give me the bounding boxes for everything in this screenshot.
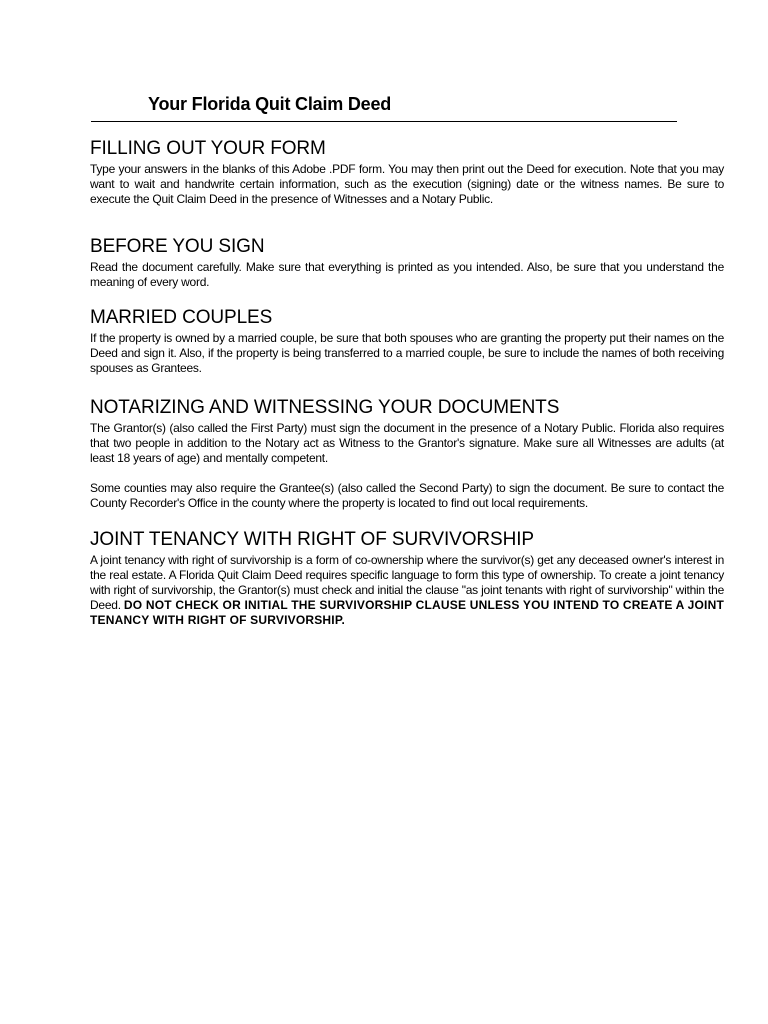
survivorship-warning: DO NOT CHECK OR INITIAL THE SURVIVORSHIP CLAUSE UNLESS YOU INTEND TO CREATE A JOINT TENANCY WITH RIGHT OF SURVIVORSHIP.	[90, 598, 724, 627]
section-body-secondary: Some counties may also require the Grantee(s) (also called the Second Party) to sign the document. Be sure to contact the County Recorder's Office in the county where the property is located to find out local requirements.	[90, 481, 724, 510]
document-title: Your Florida Quit Claim Deed	[148, 94, 392, 114]
section-heading: BEFORE YOU SIGN	[90, 236, 265, 257]
section-heading: NOTARIZING AND WITNESSING YOUR DOCUMENTS	[90, 397, 560, 418]
section-body: Type your answers in the blanks of this Adobe .PDF form. You may then print out the Deed for execution. Note that you may want to wait and handwrite certain information, such as the execution (signing) date or the witness names. Be sure to execute the Quit Claim Deed in the presence of Witnesses and a Notary Public.	[90, 162, 724, 206]
section-body: If the property is owned by a married couple, be sure that both spouses who are granting the property put their names on the Deed and sign it. Also, if the property is being transferred to a married couple, be sure to include the names of both receiving spouses as Grantees.	[90, 331, 724, 375]
section-before-you-sign	[90, 236, 724, 290]
section-body	[90, 553, 724, 628]
section-body: The Grantor(s) (also called the First Party) must sign the document in the presence of a Notary Public. Florida also requires that two people in addition to the Notary act as Witness to the Grantor's signature. Make sure all Witnesses are adults (at least 18 years of age) and mentally competent.	[90, 421, 724, 465]
section-heading: JOINT TENANCY WITH RIGHT OF SURVIVORSHIP	[90, 529, 534, 550]
section-married-couples	[90, 307, 724, 376]
section-body-text: A joint tenancy with right of survivorship is a form of co-ownership where the survivor(s) get any deceased owner's interest in the real estate. A Florida Quit Claim Deed requires specific language to form this type of ownership. To create a joint tenancy with right of survivorship, the Grantor(s) must check and initial the clause "as joint tenants with right of survivorship" within the Deed.	[90, 553, 724, 612]
section-filling-out-form	[90, 138, 724, 207]
section-joint-tenancy	[90, 529, 724, 628]
section-body: Read the document carefully. Make sure that everything is printed as you intended. Also, be sure that you understand the meaning of every word.	[90, 260, 724, 289]
section-notarizing-witnessing	[90, 397, 724, 511]
section-heading: MARRIED COUPLES	[90, 307, 273, 328]
title-underline	[91, 121, 677, 122]
section-heading: FILLING OUT YOUR FORM	[90, 138, 326, 159]
